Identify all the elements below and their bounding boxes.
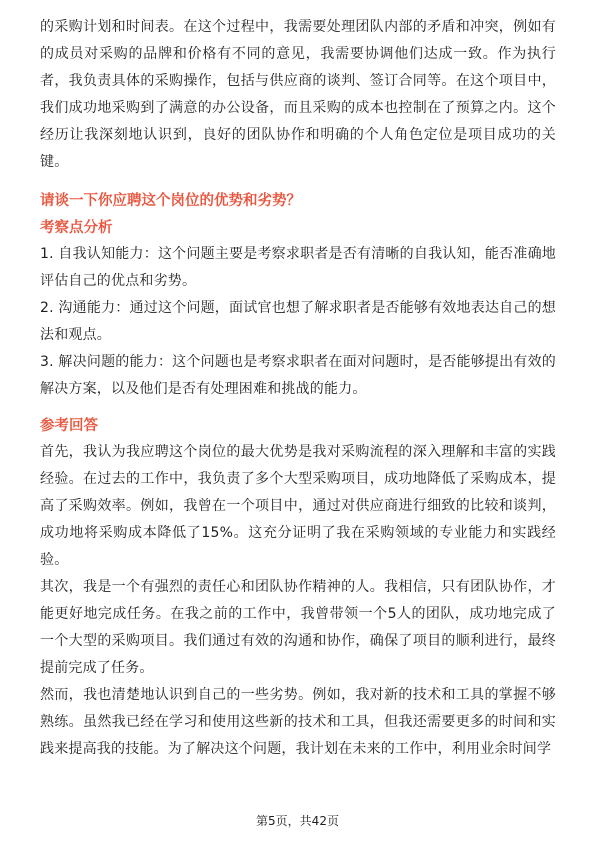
question-heading: 请谈一下你应聘这个岗位的优势和劣势？ <box>40 193 301 209</box>
document-page <box>40 14 556 763</box>
analysis-item: 2. 沟通能力：通过这个问题，面试官也想了解求职者是否能够有效地表达自己的想法和观点。 <box>40 300 556 343</box>
answer-paragraph: 首先，我认为我应聘这个岗位的最大优势是我对采购流程的深入理解和丰富的实践经验。在过去的工作中，我负责了多个大型采购项目，成功地降低了采购成本，提高了采购效率。例如，我曾在一个项目中，通过对供应商进行细致的比较和谈判，成功地将采购成本降低了15%。这充分证明了我在采购领域的专业能力和实践经验。 <box>40 444 556 568</box>
analysis-heading: 考察点分析 <box>40 220 113 236</box>
answer-heading: 参考回答 <box>40 418 98 434</box>
answer-paragraph: 然而，我也清楚地认识到自己的一些劣势。例如，我对新的技术和工具的掌握不够熟练。虽然我已经在学习和使用这些新的技术和工具，但我还需要更多的时间和实践来提高我的技能。为了解决这个问题，我计划在未来的工作中，利用业余时间学 <box>40 687 556 757</box>
analysis-item: 1. 自我认知能力：这个问题主要是考察求职者是否有清晰的自我认知，能否准确地评估自己的优点和劣势。 <box>40 246 556 289</box>
intro-paragraph: 的采购计划和时间表。在这个过程中，我需要处理团队内部的矛盾和冲突，例如有的成员对采购的品牌和价格有不同的意见，我需要协调他们达成一致。作为执行者，我负责具体的采购操作，包括与供应商的谈判、签订合同等。在这个项目中，我们成功地采购到了满意的办公设备，而且采购的成本也控制在了预算之内。这个经历让我深刻地认识到，良好的团队协作和明确的个人角色定位是项目成功的关键。 <box>40 19 556 170</box>
page-number: 第5页，共42页 <box>256 814 339 828</box>
answer-paragraph: 其次，我是一个有强烈的责任心和团队协作精神的人。我相信，只有团队协作，才能更好地完成任务。在我之前的工作中，我曾带领一个5人的团队，成功地完成了一个大型的采购项目。我们通过有效的沟通和协作，确保了项目的顺利进行，最终提前完成了任务。 <box>40 579 556 676</box>
analysis-item: 3. 解决问题的能力：这个问题也是考察求职者在面对问题时，是否能够提出有效的解决方案，以及他们是否有处理困难和挑战的能力。 <box>40 354 556 397</box>
